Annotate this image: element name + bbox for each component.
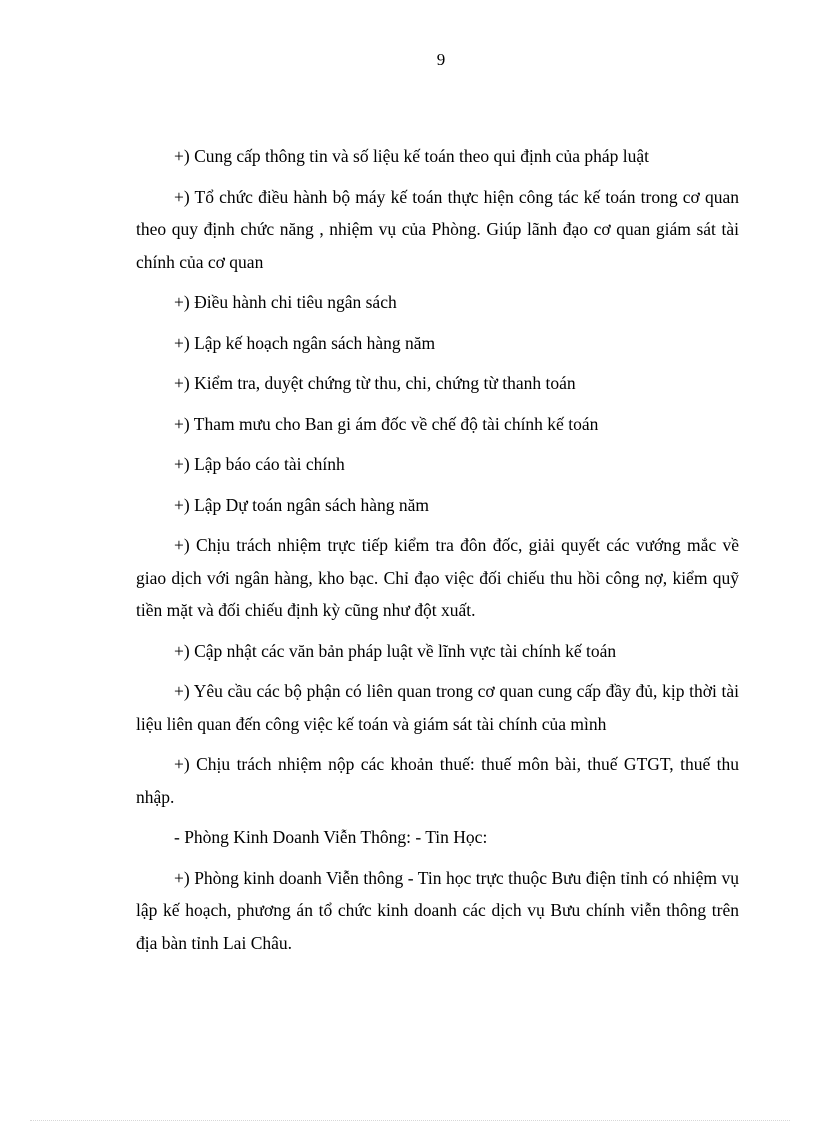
paragraph-tax-payment: +) Chịu trách nhiệm nộp các khoản thuế: thuế môn bài, thuế GTGT, thuế thu nhập. bbox=[136, 754, 739, 807]
paragraph-accounting-info: +) Cung cấp thông tin và số liệu kế toán theo qui định của pháp luật bbox=[174, 146, 649, 166]
paragraph-request-documents: +) Yêu cầu các bộ phận có liên quan trong cơ quan cung cấp đầy đủ, kịp thời tài liệu liên quan đến công việc kế toán và giám sát tài chính của mình bbox=[136, 681, 739, 734]
paragraph-financial-report: +) Lập báo cáo tài chính bbox=[174, 454, 345, 474]
paragraph-annual-budget-plan: +) Lập kế hoạch ngân sách hàng năm bbox=[174, 332, 436, 353]
paragraph-bank-transactions: +) Chịu trách nhiệm trực tiếp kiểm tra đôn đốc, giải quyết các vướng mắc về giao dịch với ngân hàng, kho bạc. Chỉ đạo việc đối chiếu thu hồi công nợ, kiểm quỹ tiền mặt và đối chiếu định kỳ cũng như đột xuất. bbox=[136, 535, 739, 620]
section-heading-telecom-it: - Phòng Kinh Doanh Viễn Thông: - Tin Học: bbox=[174, 827, 488, 847]
page-number: 9 bbox=[436, 50, 446, 69]
paragraph-organize-accounting: +) Tổ chức điều hành bộ máy kế toán thực hiện công tác kế toán trong cơ quan theo quy định chức năng , nhiệm vụ của Phòng. Giúp lãnh đạo cơ quan giám sát tài chính của cơ quan bbox=[136, 186, 739, 272]
document-body bbox=[136, 140, 739, 967]
paragraph-review-vouchers: +) Kiểm tra, duyệt chứng từ thu, chi, chứng từ thanh toán bbox=[174, 373, 576, 393]
paragraph-telecom-department: +) Phòng kinh doanh Viễn thông - Tin học trực thuộc Bưu điện tỉnh có nhiệm vụ lập kế hoạch, phương án tổ chức kinh doanh các dịch vụ Bưu chính viễn thông trên địa bàn tỉnh Lai Châu. bbox=[136, 867, 739, 953]
paragraph-advise-director: +) Tham mưu cho Ban gi ám đốc về chế độ tài chính kế toán bbox=[174, 413, 599, 434]
page-bottom-rule bbox=[30, 1120, 790, 1121]
paragraph-budget-estimate: +) Lập Dự toán ngân sách hàng năm bbox=[174, 494, 430, 515]
paragraph-update-regulations: +) Cập nhật các văn bản pháp luật về lĩnh vực tài chính kế toán bbox=[174, 640, 617, 661]
paragraph-budget-spending: +) Điều hành chi tiêu ngân sách bbox=[174, 292, 397, 312]
